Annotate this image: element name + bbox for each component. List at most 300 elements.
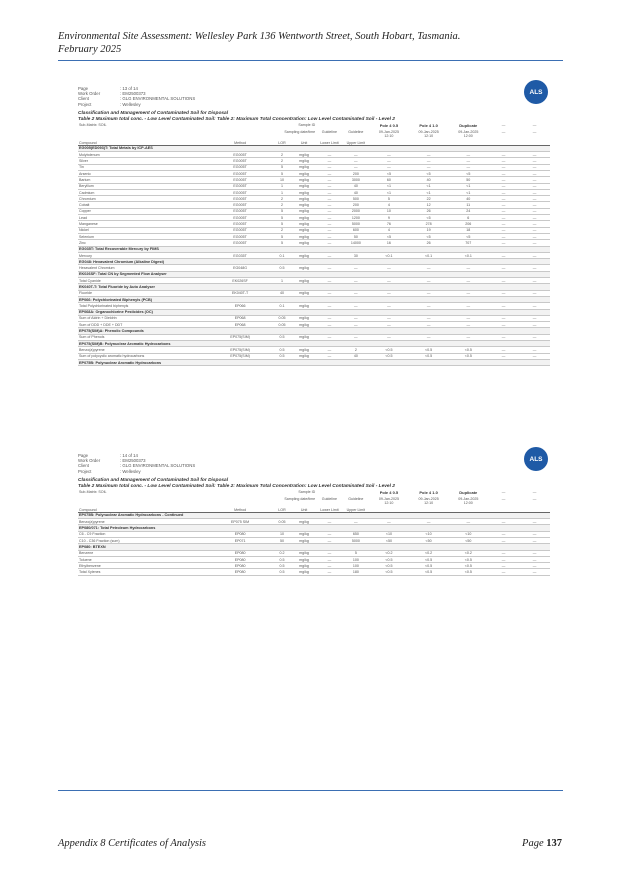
- result-cell: 707: [448, 240, 488, 246]
- lower-limit-cell: —: [316, 290, 342, 296]
- empty-result: —: [519, 322, 550, 328]
- lower-limit-cell: —: [316, 315, 342, 321]
- result-cell: <0.2: [409, 550, 449, 556]
- method-cell: EG048G: [208, 265, 272, 271]
- compound-cell: Arsenic: [78, 171, 208, 177]
- lower-limit-cell: —: [316, 278, 342, 284]
- unit-cell: mg/kg: [292, 531, 316, 537]
- result-cell: 60: [369, 177, 409, 183]
- empty-result: —: [488, 347, 519, 353]
- sample-date: 09-Jan-2025: [458, 129, 479, 134]
- empty-result: —: [519, 164, 550, 170]
- result-cell: —: [448, 158, 488, 164]
- result-cell: 76: [369, 221, 409, 227]
- meta-value: : EM2500373: [120, 458, 146, 464]
- header-line-1: Environmental Site Assessment: Wellesley Park 136 Wentworth Street, South Hobart, Tasmania.: [58, 31, 461, 42]
- meta-value: : EM2500373: [120, 91, 146, 97]
- unit-cell: mg/kg: [292, 171, 316, 177]
- col-result: [409, 505, 449, 513]
- method-cell: EP075(SIM): [208, 347, 272, 353]
- col-result: [369, 138, 409, 146]
- blank-cell: [78, 497, 272, 505]
- empty-result: —: [488, 303, 519, 309]
- column-header-row: [78, 505, 550, 513]
- empty-result: —: [519, 189, 550, 195]
- page-header: [58, 30, 578, 56]
- method-cell: EP075 SIM: [208, 519, 272, 525]
- unit-cell: mg/kg: [292, 233, 316, 239]
- result-cell: 26: [409, 208, 449, 214]
- lor-cell: 1: [272, 183, 292, 189]
- lor-cell: 5: [272, 164, 292, 170]
- method-cell: EP066: [208, 303, 272, 309]
- col-result: [519, 138, 550, 146]
- als-logo: ALS: [524, 80, 548, 104]
- report-page-13: [78, 86, 550, 366]
- section-heading: EK040T-T: Total Fluoride by Auto Analyser: [78, 284, 550, 290]
- upper-limit-cell: —: [343, 164, 369, 170]
- lower-limit-cell: —: [316, 556, 342, 562]
- compound-cell: Benzo(a)pyrene: [78, 519, 208, 525]
- unit-cell: mg/kg: [292, 550, 316, 556]
- lower-limit-cell: —: [316, 347, 342, 353]
- lor-cell: 2: [272, 152, 292, 158]
- empty-sample: —: [532, 122, 537, 127]
- col-result: [488, 138, 519, 146]
- result-cell: 50: [448, 177, 488, 183]
- col-result: [369, 505, 409, 513]
- blank-cell: [78, 130, 272, 138]
- compound-cell: Molybdenum: [78, 152, 208, 158]
- table-header-row: [78, 497, 550, 505]
- lor-cell: 10: [272, 531, 292, 537]
- meta-block: [78, 453, 550, 474]
- section-heading: EP075(SIM)B: Polynuclear Aromatic Hydrocarbons: [78, 341, 550, 347]
- guideline-label: Guideline: [348, 129, 364, 134]
- empty-sample: —: [501, 122, 506, 127]
- guideline-label: Guideline: [348, 496, 364, 501]
- empty-result: —: [519, 315, 550, 321]
- method-cell: EK040T-T: [208, 290, 272, 296]
- lor-cell: 0.5: [272, 353, 292, 359]
- sample-time: 12:10: [384, 133, 394, 138]
- upper-limit-cell: 500: [343, 196, 369, 202]
- result-cell: <10: [369, 531, 409, 537]
- lower-limit-cell: —: [316, 519, 342, 525]
- unit-cell: mg/kg: [292, 538, 316, 544]
- compound-cell: Sum of polycyclic aromatic hydrocarbons: [78, 353, 208, 359]
- lower-limit-cell: —: [316, 189, 342, 195]
- result-cell: 9: [369, 215, 409, 221]
- lor-cell: 2: [272, 227, 292, 233]
- column-header-row: [78, 138, 550, 146]
- result-cell: 12: [409, 202, 449, 208]
- section-heading: EP075(SIM)A: Phenolic Compounds: [78, 328, 550, 334]
- meta-label: Page: [78, 86, 89, 91]
- unit-cell: mg/kg: [292, 265, 316, 271]
- unit-cell: mg/kg: [292, 353, 316, 359]
- result-cell: <5: [409, 215, 449, 221]
- result-cell: —: [409, 290, 449, 296]
- result-cell: —: [409, 164, 449, 170]
- method-cell: EG005T: [208, 183, 272, 189]
- submatrix-label: Sub-Matrix: SOIL: [79, 122, 107, 127]
- col-upper: Upper Limit: [343, 138, 369, 146]
- unit-cell: mg/kg: [292, 152, 316, 158]
- col-result: [488, 505, 519, 513]
- method-cell: EP071: [208, 538, 272, 544]
- empty-result: —: [488, 538, 519, 544]
- meta-value: : 13 of 14: [120, 86, 138, 91]
- compound-cell: Silver: [78, 158, 208, 164]
- empty-result: —: [519, 202, 550, 208]
- section-heading: EP075B: Polynuclear Aromatic Hydrocarbons: [78, 359, 550, 365]
- empty-result: —: [519, 353, 550, 359]
- result-cell: <5: [369, 171, 409, 177]
- lower-limit-cell: —: [316, 240, 342, 246]
- result-cell: <1: [448, 183, 488, 189]
- meta-row: [78, 469, 550, 474]
- upper-limit-cell: 180: [343, 569, 369, 575]
- lower-limit-cell: —: [316, 233, 342, 239]
- lower-limit-cell: —: [316, 171, 342, 177]
- lor-cell: 0.05: [272, 322, 292, 328]
- empty-result: —: [519, 177, 550, 183]
- result-cell: <0.5: [369, 556, 409, 562]
- section-title: Classification and Management of Contaminated Soil for Disposal: [78, 477, 229, 483]
- lower-limit-cell: —: [316, 538, 342, 544]
- method-cell: EG005T: [208, 196, 272, 202]
- result-cell: —: [448, 164, 488, 170]
- footer-page-label: Page: [522, 838, 544, 849]
- lower-limit-cell: —: [316, 215, 342, 221]
- result-cell: <10: [409, 531, 449, 537]
- header-rule: [58, 60, 563, 61]
- result-cell: —: [448, 278, 488, 284]
- lower-limit-cell: —: [316, 158, 342, 164]
- header-line-2: February 2025: [58, 44, 122, 55]
- method-cell: EG035T: [208, 252, 272, 258]
- compound-cell: Total Xylenes: [78, 569, 208, 575]
- method-cell: EP068: [208, 315, 272, 321]
- method-cell: EG005T: [208, 202, 272, 208]
- unit-cell: mg/kg: [292, 227, 316, 233]
- sample-datetime: [369, 130, 409, 138]
- result-cell: —: [409, 303, 449, 309]
- compound-cell: Chromium: [78, 196, 208, 202]
- lor-cell: 0.05: [272, 519, 292, 525]
- upper-limit-cell: —: [343, 322, 369, 328]
- result-cell: <1: [448, 189, 488, 195]
- empty-sample: —: [501, 496, 506, 501]
- empty-result: —: [519, 215, 550, 221]
- result-cell: —: [448, 315, 488, 321]
- empty-result: —: [519, 221, 550, 227]
- empty-sample: —: [532, 129, 537, 134]
- result-cell: <0.5: [369, 347, 409, 353]
- lower-limit-cell: —: [316, 227, 342, 233]
- blank-cell: [343, 490, 369, 497]
- empty-result: —: [488, 152, 519, 158]
- section-heading: EP080: BTEXN: [78, 544, 550, 550]
- meta-block: [78, 86, 550, 107]
- compound-cell: Lead: [78, 215, 208, 221]
- result-cell: 4: [369, 202, 409, 208]
- upper-limit-cell: —: [343, 290, 369, 296]
- result-cell: 11: [448, 202, 488, 208]
- unit-cell: mg/kg: [292, 202, 316, 208]
- empty-result: —: [519, 347, 550, 353]
- compound-cell: Fluoride: [78, 290, 208, 296]
- col-upper: Upper Limit: [343, 505, 369, 513]
- result-cell: —: [409, 152, 449, 158]
- result-cell: <5: [409, 233, 449, 239]
- method-cell: EG005T: [208, 221, 272, 227]
- lower-limit-cell: —: [316, 303, 342, 309]
- method-cell: EG005T: [208, 215, 272, 221]
- upper-limit-cell: —: [343, 303, 369, 309]
- compound-cell: C6 - C9 Fraction: [78, 531, 208, 537]
- empty-sample: —: [532, 489, 537, 494]
- col-result: [409, 138, 449, 146]
- result-cell: <50: [448, 538, 488, 544]
- result-cell: —: [369, 303, 409, 309]
- result-cell: —: [369, 278, 409, 284]
- method-cell: EP080: [208, 531, 272, 537]
- result-cell: —: [409, 334, 449, 340]
- table-header-row: [78, 130, 550, 138]
- section-heading: EG005(ED093)T: Total Metals by ICP-AES: [78, 145, 550, 151]
- compound-cell: Copper: [78, 208, 208, 214]
- lower-limit-cell: —: [316, 183, 342, 189]
- col-lower: Lower Limit: [316, 505, 342, 513]
- upper-limit-cell: —: [343, 278, 369, 284]
- upper-limit-cell: 2000: [343, 208, 369, 214]
- compound-cell: Sum of Phenols: [78, 334, 208, 340]
- compound-cell: Toluene: [78, 556, 208, 562]
- empty-result: —: [519, 519, 550, 525]
- result-cell: <0.1: [448, 252, 488, 258]
- result-cell: <5: [448, 233, 488, 239]
- compound-cell: Sum of Aldrin + Dieldrin: [78, 315, 208, 321]
- result-cell: —: [369, 164, 409, 170]
- unit-cell: mg/kg: [292, 158, 316, 164]
- result-cell: —: [369, 265, 409, 271]
- unit-cell: mg/kg: [292, 196, 316, 202]
- empty-result: —: [488, 290, 519, 296]
- method-cell: EP075(SIM): [208, 334, 272, 340]
- upper-limit-cell: 600: [343, 227, 369, 233]
- lor-cell: 5: [272, 171, 292, 177]
- lower-limit-cell: —: [316, 265, 342, 271]
- result-cell: <0.5: [409, 569, 449, 575]
- result-cell: —: [369, 334, 409, 340]
- method-cell: EP080: [208, 569, 272, 575]
- compound-cell: Manganese: [78, 221, 208, 227]
- lor-cell: 0.2: [272, 550, 292, 556]
- result-cell: 4: [369, 227, 409, 233]
- lor-cell: 5: [272, 215, 292, 221]
- upper-limit-cell: 40: [343, 189, 369, 195]
- result-cell: <0.1: [369, 252, 409, 258]
- lor-cell: 0.1: [272, 303, 292, 309]
- section-title: Classification and Management of Contaminated Soil for Disposal: [78, 110, 229, 116]
- table-header-row: [78, 490, 550, 497]
- empty-result: —: [519, 208, 550, 214]
- upper-limit-cell: 14000: [343, 240, 369, 246]
- table-row: [78, 569, 550, 575]
- lor-cell: 5: [272, 221, 292, 227]
- guideline-label: Guideline: [321, 129, 337, 134]
- result-cell: <0.5: [369, 563, 409, 569]
- results-table: [78, 123, 550, 366]
- empty-result: —: [519, 158, 550, 164]
- empty-result: —: [488, 334, 519, 340]
- result-cell: —: [448, 322, 488, 328]
- result-cell: —: [448, 265, 488, 271]
- result-cell: <1: [409, 189, 449, 195]
- sample-time: 12:00: [463, 500, 473, 505]
- als-logo: ALS: [524, 447, 548, 471]
- empty-result: —: [519, 563, 550, 569]
- unit-cell: mg/kg: [292, 278, 316, 284]
- col-lower: Lower Limit: [316, 138, 342, 146]
- footer-appendix: Appendix 8 Certificates of Analysis: [58, 838, 206, 849]
- empty-result: —: [519, 196, 550, 202]
- result-cell: —: [409, 519, 449, 525]
- empty-result: —: [519, 550, 550, 556]
- compound-cell: Total Polychlorinated biphenyls: [78, 303, 208, 309]
- result-cell: 24: [448, 208, 488, 214]
- result-cell: <0.5: [448, 563, 488, 569]
- unit-cell: mg/kg: [292, 519, 316, 525]
- upper-limit-cell: 650: [343, 531, 369, 537]
- empty-result: —: [519, 252, 550, 258]
- table-header-row: [78, 123, 550, 130]
- result-cell: <0.5: [409, 353, 449, 359]
- meta-value: : Wellesley: [120, 101, 141, 107]
- meta-value: : GLG ENVIRONMENTAL SOLUTIONS: [120, 463, 196, 469]
- result-cell: <1: [409, 183, 449, 189]
- section-heading: EG048: Hexavalent Chromium (Alkaline Digest): [78, 259, 550, 265]
- unit-cell: mg/kg: [292, 315, 316, 321]
- lower-limit-cell: —: [316, 196, 342, 202]
- section-heading: EP075B: Polynuclear Aromatic Hydrocarbons - Continued: [78, 512, 550, 518]
- unit-cell: mg/kg: [292, 240, 316, 246]
- compound-cell: Cobalt: [78, 202, 208, 208]
- sample-datetime: [448, 130, 488, 138]
- result-cell: <0.5: [448, 556, 488, 562]
- unit-cell: mg/kg: [292, 569, 316, 575]
- lor-cell: 0.5: [272, 347, 292, 353]
- upper-limit-cell: 40: [343, 183, 369, 189]
- lower-limit-cell: —: [316, 177, 342, 183]
- lor-cell: 1: [272, 278, 292, 284]
- upper-limit-cell: 40: [343, 353, 369, 359]
- empty-result: —: [488, 563, 519, 569]
- sample-time: 12:10: [424, 500, 434, 505]
- empty-result: —: [488, 556, 519, 562]
- empty-result: —: [488, 265, 519, 271]
- meta-value: : 14 of 14: [120, 453, 138, 458]
- result-cell: —: [369, 315, 409, 321]
- result-cell: 26: [409, 240, 449, 246]
- compound-cell: Benzo(a)pyrene: [78, 347, 208, 353]
- sample-id: Pole 4 1.0: [419, 489, 438, 495]
- submatrix-label: Sub-Matrix: SOIL: [79, 489, 107, 494]
- sample-id: Duplicate: [459, 122, 478, 128]
- result-cell: 6: [448, 215, 488, 221]
- sampling-label: Sampling date/time: [284, 496, 316, 501]
- section-heading: EP066: Polychlorinated Biphenyls (PCB): [78, 296, 550, 302]
- empty-sample: —: [501, 129, 506, 134]
- col-unit: Unit: [292, 138, 316, 146]
- result-cell: <0.5: [448, 569, 488, 575]
- upper-limit-cell: 200: [343, 171, 369, 177]
- blank-cell: [316, 123, 342, 130]
- blank-cell: [316, 490, 342, 497]
- sample-time: 12:10: [384, 500, 394, 505]
- lor-cell: 5: [272, 240, 292, 246]
- section-heading: EP080/071: Total Petroleum Hydrocarbons: [78, 525, 550, 531]
- empty-sample: —: [532, 496, 537, 501]
- guideline-label: Guideline: [321, 496, 337, 501]
- empty-result: —: [488, 519, 519, 525]
- sample-id: Pole 4 0.5: [379, 122, 399, 128]
- empty-result: —: [488, 278, 519, 284]
- result-cell: —: [448, 152, 488, 158]
- upper-limit-cell: 100: [343, 556, 369, 562]
- section-heading: EG035T: Total Recoverable Mercury by FIMS: [78, 246, 550, 252]
- empty-result: —: [488, 189, 519, 195]
- lower-limit-cell: —: [316, 569, 342, 575]
- sample-id: Pole 4 1.0: [419, 122, 438, 128]
- result-cell: <1: [369, 189, 409, 195]
- lower-limit-cell: —: [316, 550, 342, 556]
- lor-cell: 5: [272, 233, 292, 239]
- compound-cell: Benzene: [78, 550, 208, 556]
- result-cell: <0.5: [369, 569, 409, 575]
- lower-limit-cell: —: [316, 221, 342, 227]
- sample-date: 09-Jan-2025: [418, 129, 439, 134]
- compound-cell: Zinc: [78, 240, 208, 246]
- empty-result: —: [488, 240, 519, 246]
- empty-result: —: [519, 278, 550, 284]
- result-cell: —: [409, 315, 449, 321]
- unit-cell: mg/kg: [292, 563, 316, 569]
- section-subtitle: Table 2 Maximum total conc. - Low Level Contaminated Soil: Table 2: Maximum Total Concentration: Low Level Contaminated Soil - Level 2: [78, 483, 395, 489]
- lor-cell: 50: [272, 538, 292, 544]
- result-cell: 278: [409, 221, 449, 227]
- upper-limit-cell: —: [343, 265, 369, 271]
- result-cell: 206: [448, 221, 488, 227]
- empty-result: —: [488, 196, 519, 202]
- upper-limit-cell: —: [343, 152, 369, 158]
- compound-cell: Tin: [78, 164, 208, 170]
- empty-result: —: [488, 202, 519, 208]
- lor-cell: 0.5: [272, 334, 292, 340]
- meta-label: Page: [78, 453, 89, 458]
- method-cell: EG005T: [208, 158, 272, 164]
- unit-cell: mg/kg: [292, 303, 316, 309]
- unit-cell: mg/kg: [292, 322, 316, 328]
- sample-time: 12:10: [424, 133, 434, 138]
- result-cell: —: [369, 152, 409, 158]
- col-lor: LOR: [272, 138, 292, 146]
- empty-result: —: [519, 334, 550, 340]
- lor-cell: 0.1: [272, 252, 292, 258]
- empty-result: —: [519, 240, 550, 246]
